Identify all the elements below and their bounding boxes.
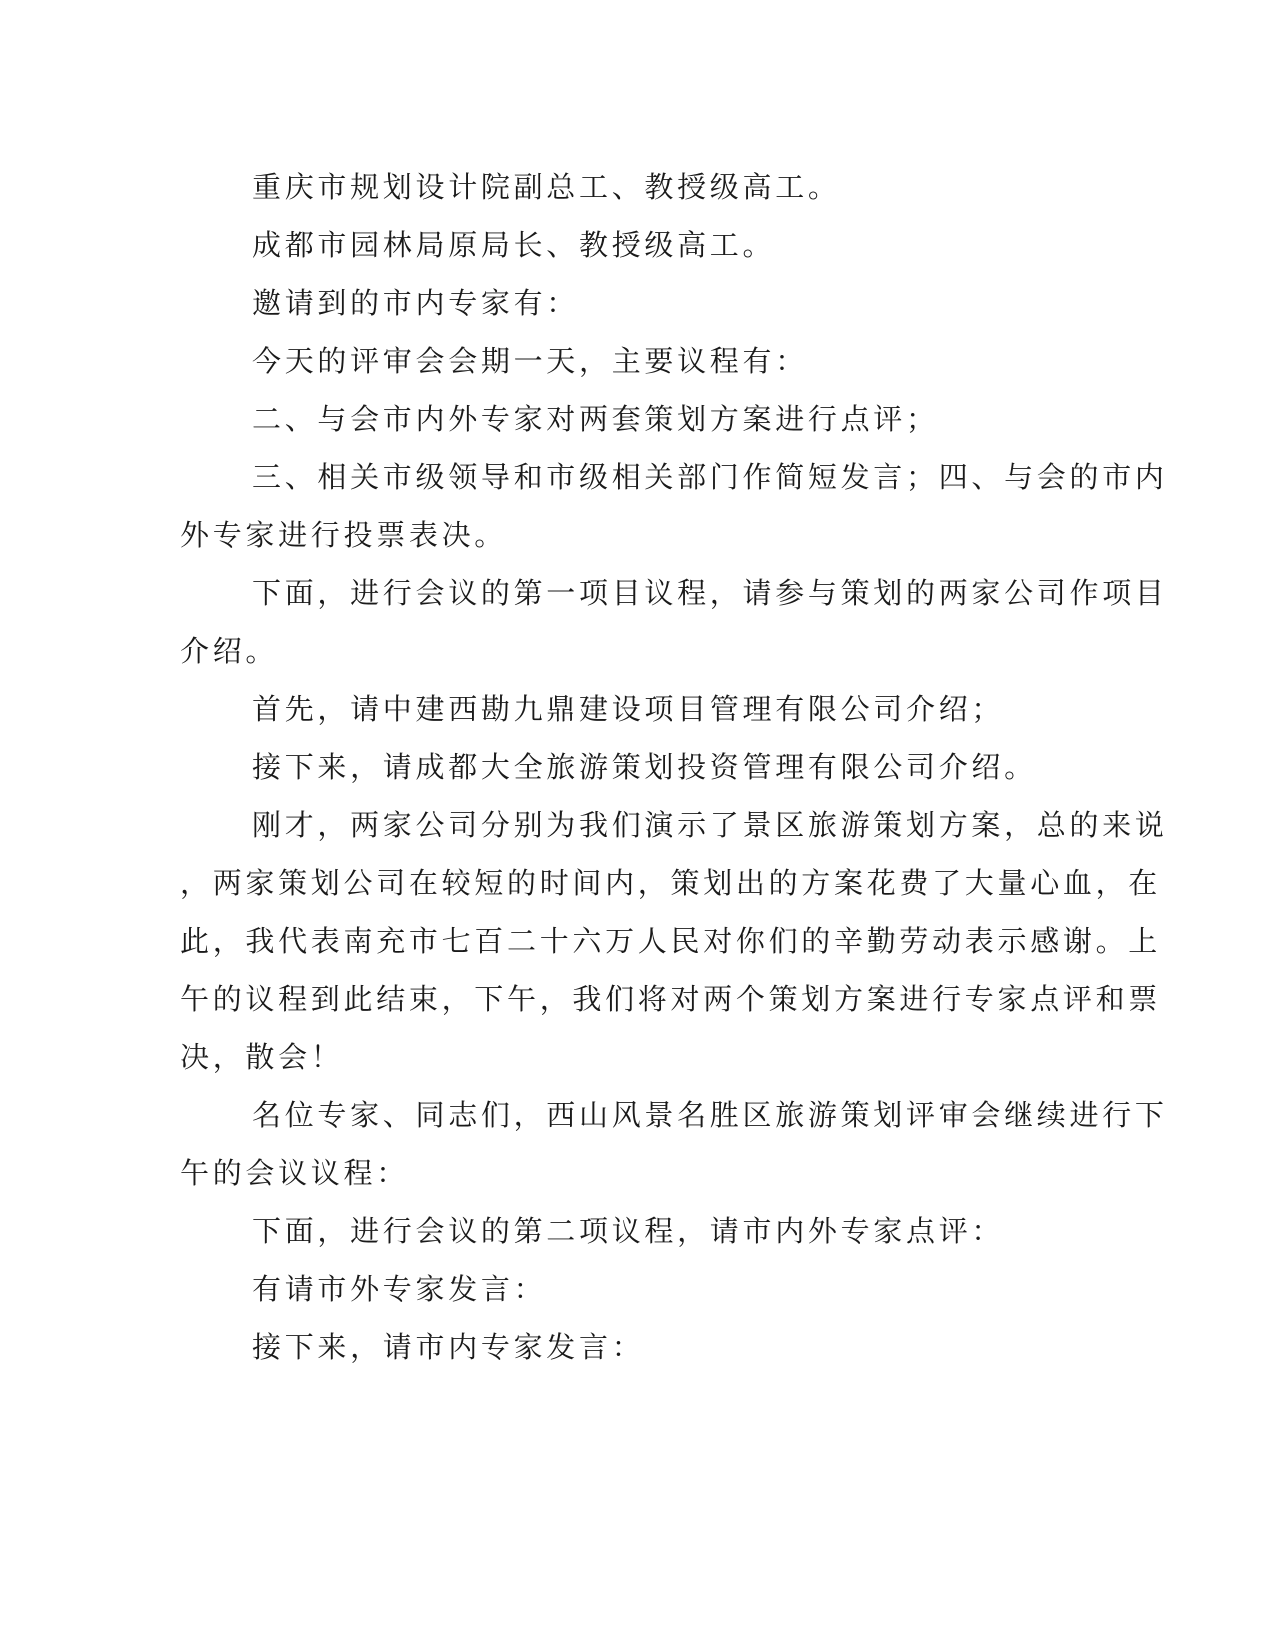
text-line: 重庆市规划设计院副总工、教授级高工。 bbox=[252, 170, 841, 204]
text-line: 刚才，两家公司分别为我们演示了景区旅游策划方案，总的来说 bbox=[252, 808, 1168, 842]
text-line: 接下来，请市内专家发言： bbox=[252, 1330, 645, 1364]
text-line: 介绍。 bbox=[180, 634, 279, 668]
text-line: 午的议程到此结束，下午，我们将对两个策划方案进行专家点评和票 bbox=[180, 982, 1162, 1016]
text-line: 午的会议议程： bbox=[180, 1156, 409, 1190]
text-line: 首先，请中建西勘九鼎建设项目管理有限公司介绍； bbox=[252, 692, 1005, 726]
text-line: 成都市园林局原局长、教授级高工。 bbox=[252, 228, 776, 262]
text-line: ，两家策划公司在较短的时间内，策划出的方案花费了大量心血，在 bbox=[180, 866, 1162, 900]
text-line: 三、相关市级领导和市级相关部门作简短发言；四、与会的市内 bbox=[252, 460, 1168, 494]
text-line: 接下来，请成都大全旅游策划投资管理有限公司介绍。 bbox=[252, 750, 1037, 784]
text-line: 外专家进行投票表决。 bbox=[180, 518, 508, 552]
text-line: 邀请到的市内专家有： bbox=[252, 286, 580, 320]
text-line: 名位专家、同志们，西山风景名胜区旅游策划评审会继续进行下 bbox=[252, 1098, 1168, 1132]
text-line: 下面，进行会议的第二项议程，请市内外专家点评： bbox=[252, 1214, 1005, 1248]
text-line: 下面，进行会议的第一项目议程，请参与策划的两家公司作项目 bbox=[252, 576, 1168, 610]
document-body bbox=[180, 158, 1168, 1376]
text-line: 有请市外专家发言： bbox=[252, 1272, 547, 1306]
text-line: 二、与会市内外专家对两套策划方案进行点评； bbox=[252, 402, 939, 436]
text-line: 此，我代表南充市七百二十六万人民对你们的辛勤劳动表示感谢。上 bbox=[180, 924, 1162, 958]
text-line: 决，散会！ bbox=[180, 1040, 344, 1074]
text-line: 今天的评审会会期一天，主要议程有： bbox=[252, 344, 808, 378]
